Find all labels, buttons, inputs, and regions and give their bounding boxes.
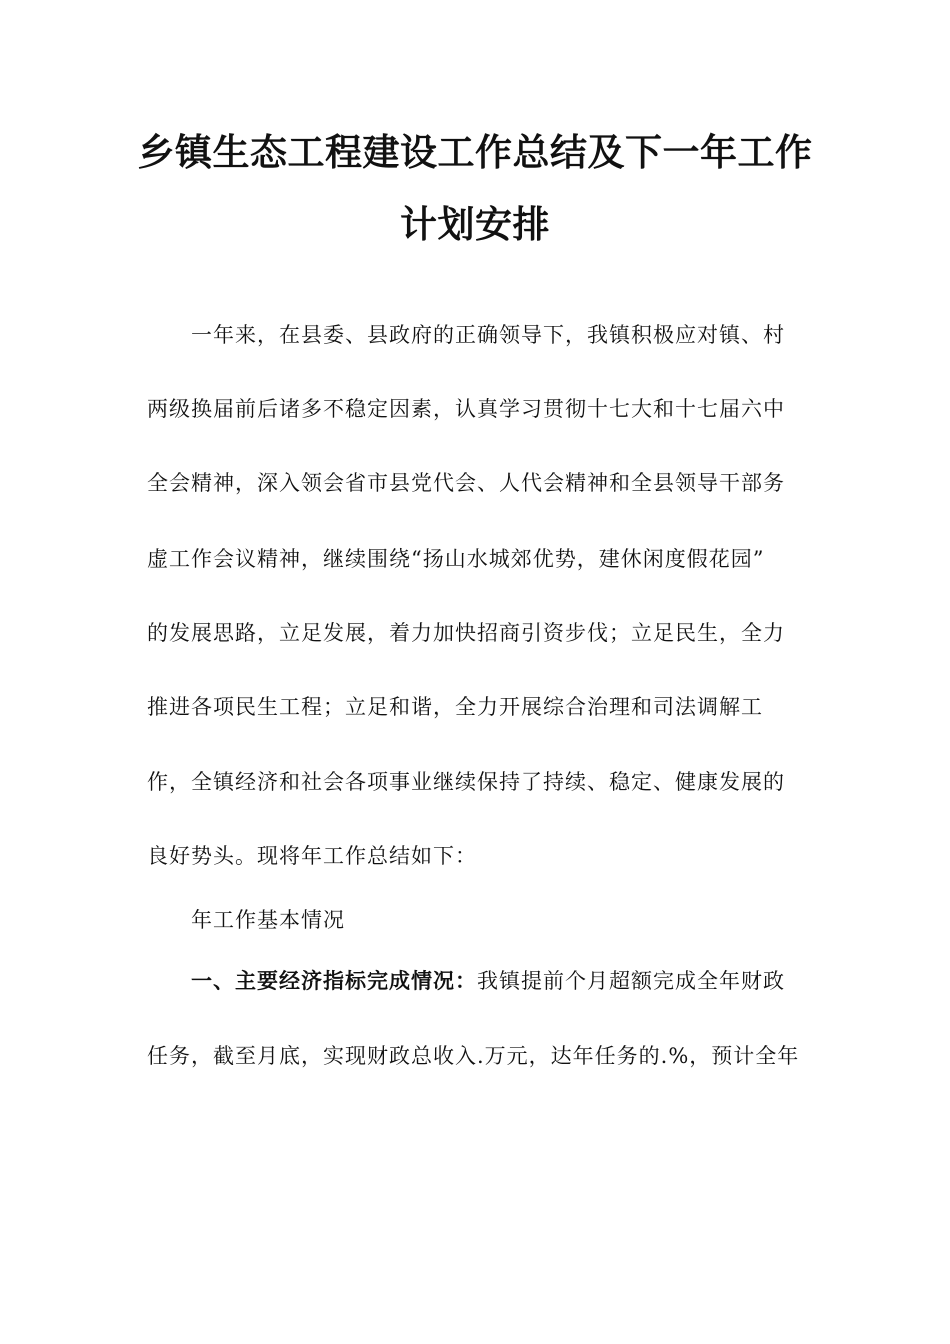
paragraph-2-line-1-text: 我镇提前个月超额完成全年财政 [477,969,785,993]
paragraph-1-line-3: 全会精神，深入领会省市县党代会、人代会精神和全县领导干部务 [147,471,785,495]
section-heading: 年工作基本情况 [191,908,345,932]
document-title-line-2: 计划安排 [400,203,550,246]
document-title-line-1: 乡镇生态工程建设工作总结及下一年工作 [137,131,813,174]
paragraph-1-line-8: 良好势头。现将年工作总结如下： [147,844,477,868]
paragraph-2-line-2: 任务，截至月底，实现财政总收入.万元，达年任务的.%，预计全年 [147,1044,800,1068]
paragraph-1-line-7: 作，全镇经济和社会各项事业继续保持了持续、稳定、健康发展的 [147,770,785,794]
paragraph-2-line-1 [191,966,851,996]
paragraph-1-line-6: 推进各项民生工程；立足和谐，全力开展综合治理和司法调解工 [147,695,763,719]
paragraph-1-line-5: 的发展思路，立足发展，着力加快招商引资步伐；立足民生，全力 [147,621,785,645]
paragraph-1-line-1: 一年来，在县委、县政府的正确领导下，我镇积极应对镇、村 [191,323,785,347]
paragraph-1-line-2: 两级换届前后诸多不稳定因素，认真学习贯彻十七大和十七届六中 [147,397,785,421]
paragraph-1-line-4: 虚工作会议精神，继续围绕“扬山水城郊优势，建休闲度假花园” [147,547,765,571]
paragraph-2-bold-lead: 一、主要经济指标完成情况： [191,969,477,993]
